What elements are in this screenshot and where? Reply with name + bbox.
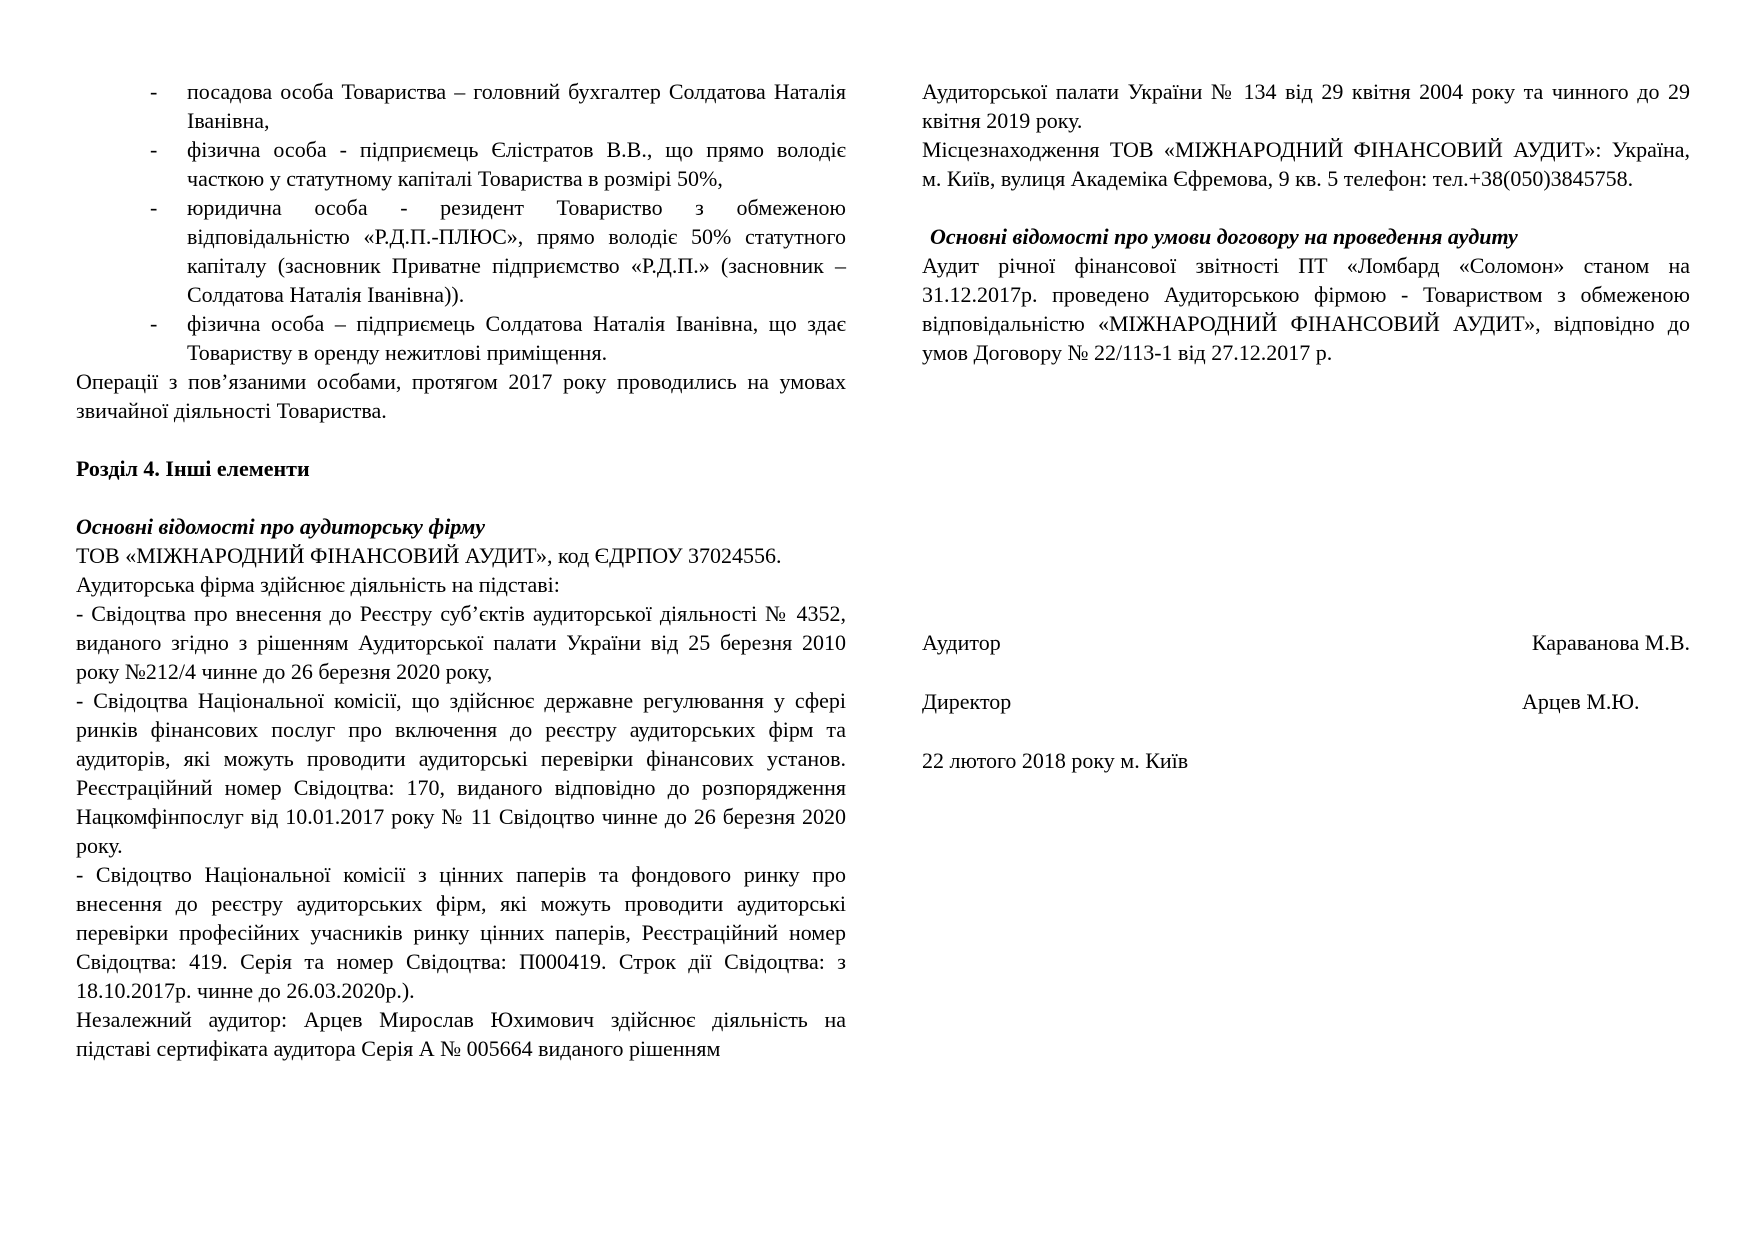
related-parties-list (76, 77, 846, 367)
auditor-text: Незалежний аудитор: Арцев Мирослав Юхимович здійснює діяльність на підставі сертифіката аудитора Серія А № 005664 виданого рішенням (76, 1007, 846, 1061)
firm-name: ТОВ «МІЖНАРОДНИЙ ФІНАНСОВИЙ АУДИТ», код ЄДРПОУ 37024556. (76, 543, 782, 568)
list-item: - фізична особа – підприємець Солдатова Наталія Іванівна, що здає Товариству в оренду нежитлові приміщення. (76, 309, 846, 367)
firm-location: Місцезнаходження ТОВ «МІЖНАРОДНИЙ ФІНАНСОВИЙ АУДИТ»: Україна, м. Київ, вулиця Академіка Єфремова, 9 кв. 5 телефон: тел.+38(050)3845758. (922, 137, 1690, 191)
operations-paragraph: Операції з пов’язаними особами, протягом 2017 року проводились на умовах звичайної діяльності Товариства. (76, 369, 846, 423)
contract-text: Аудит річної фінансової звітності ПТ «Ломбард «Соломон» станом на 31.12.2017р. проведено Аудиторською фірмою - Товариством з обмеженою відповідальністю «МІЖНАРОДНИЙ ФІНАНСОВИЙ АУДИТ», відповідно до умов Договору № 22/113-1 від 27.12.2017 р. (922, 253, 1690, 365)
auditor-signature-line (922, 628, 1690, 657)
right-column (922, 77, 1690, 775)
certificate-1: - Свідоцтва про внесення до Реєстру суб’єктів аудиторської діяльності № 4352, виданого згідно з рішенням Аудиторської палати України від 25 березня 2010 року №212/4 чинне до 26 березня 2020 року, (76, 601, 846, 684)
date-place: 22 лютого 2018 року м. Київ (922, 748, 1189, 773)
list-item: - посадова особа Товариства – головний бухгалтер Солдатова Наталія Іванівна, (76, 77, 846, 135)
director-role: Директор (922, 689, 1012, 714)
contract-heading: Основні відомості про умови договору на проведення аудиту (930, 224, 1518, 249)
basis-text: Аудиторська фірма здійснює діяльність на підставі: (76, 572, 560, 597)
auditor-role: Аудитор (922, 630, 1001, 655)
list-item: - юридична особа - резидент Товариство з обмеженою відповідальністю «Р.Д.П.-ПЛЮС», прямо володіє 50% статутного капіталу (засновник Приватне підприємство «Р.Д.П.» (засновник – Солдатова Наталія Іванівна)). (76, 193, 846, 309)
auditor-name: Караванова М.В. (1531, 630, 1690, 655)
director-signature-line (922, 687, 1690, 716)
certificate-2: - Свідоцтва Національної комісії, що здійснює державне регулювання у сфері ринків фінансових послуг про включення до реєстру аудиторських фірм та аудиторів, які можуть проводити аудиторські перевірки фінансових установ. Реєстраційний номер Свідоцтва: 170, виданого відповідно до розпорядження Нацкомфінпослуг від 10.01.2017 року № 11 Свідоцтво чинне до 26 березня 2020 року. (76, 688, 846, 858)
firm-heading: Основні відомості про аудиторську фірму (76, 514, 486, 539)
left-column (76, 77, 846, 1063)
section-title: Розділ 4. Інші елементи (76, 456, 310, 481)
director-name: Арцев М.Ю. (1522, 689, 1640, 714)
certificate-3: - Свідоцтво Національної комісії з цінних паперів та фондового ринку про внесення до реєстру аудиторських фірм, які можуть проводити аудиторські перевірки професійних учасників ринку цінних паперів, Реєстраційний номер Свідоцтва: 419. Серія та номер Свідоцтва: П000419. Строк дії Свідоцтва: з 18.10.2017р. чинне до 26.03.2020р.). (76, 862, 846, 1003)
auditor-text-continued: Аудиторської палати України № 134 від 29 квітня 2004 року та чинного до 29 квітня 2019 року. (922, 79, 1690, 133)
list-item: - фізична особа - підприємець Єлістратов В.В., що прямо володіє часткою у статутному капіталі Товариства в розмірі 50%, (76, 135, 846, 193)
